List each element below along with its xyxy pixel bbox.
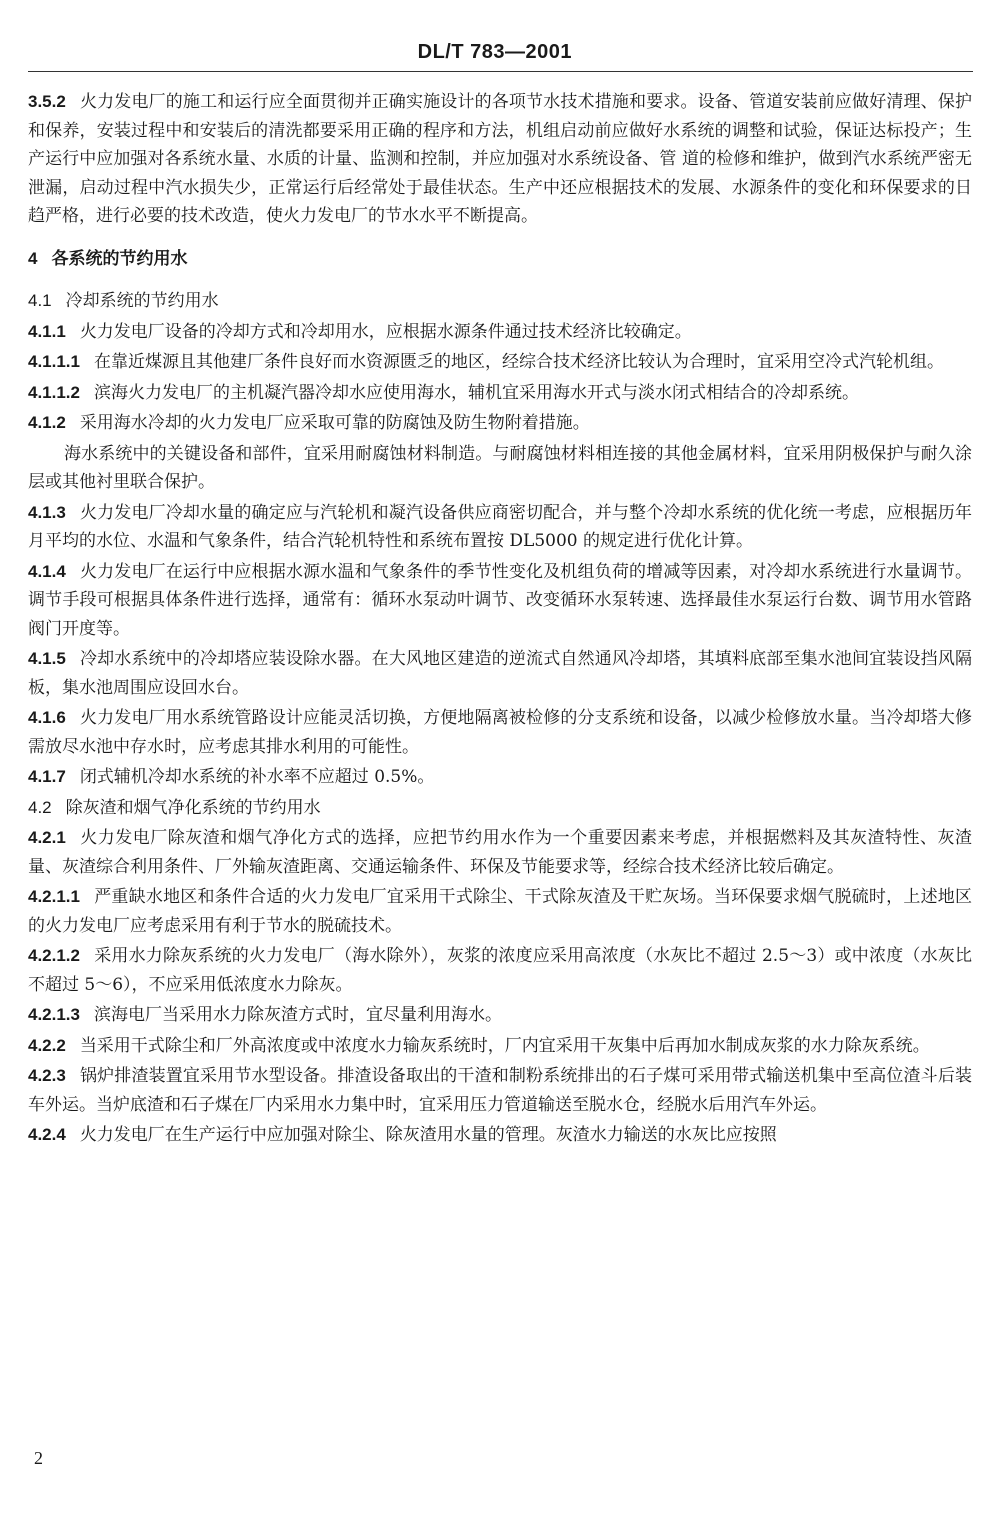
clause-number: 3.5.2 [28,92,66,111]
clause-paragraph [28,704,972,761]
clause-number: 4.1.1.2 [28,382,80,402]
clause-text: 火力发电厂冷却水量的确定应与汽轮机和凝汽设备供应商密切配合，并与整个冷却水系统的优化统一考虑，应根据历年月平均的水位、水温和气象条件，结合汽轮机特性和系统布置按 DL5000 的规定进行优化计算。 [28,502,972,551]
clause-text: 当采用干式除尘和厂外高浓度或中浓度水力输灰系统时，厂内宜采用干灰集中后再加水制成灰浆的水力除灰系统。 [79,1035,930,1056]
clause-number: 4.2.4 [28,1125,66,1144]
clause-number: 4.1.5 [28,649,66,668]
clause-text: 火力发电厂除灰渣和烟气净化方式的选择，应把节约用水作为一个重要因素来考虑，并根据燃料及其灰渣特性、灰渣量、灰渣综合利用条件、厂外输灰渣距离、交通运输条件、环保及节能要求等，经综合技术经济比较后确定。 [28,828,972,877]
clause-paragraph [28,287,972,316]
clause-text: 严重缺水地区和条件合适的火力发电厂宜采用干式除尘、干式除灰渣及干贮灰场。当环保要求烟气脱硫时，上述地区的火力发电厂应考虑采用有利于节水的脱硫技术。 [28,887,972,936]
body-paragraph [28,440,972,497]
page-number: 2 [34,1448,43,1468]
clause-text: 锅炉排渣装置宜采用节水型设备。排渣设备取出的干渣和制粉系统排出的石子煤可采用带式输送机集中至高位渣斗后装车外运。当炉底渣和石子煤在厂内采用水力集中时，宜采用压力管道输送至脱水仓，经脱水后用汽车外运。 [28,1066,972,1115]
clause-text: 滨海火力发电厂的主机凝汽器冷却水应使用海水，辅机宜采用海水开式与淡水闭式相结合的冷却系统。 [94,382,859,403]
clause-paragraph [28,763,972,792]
header-rule [28,71,973,72]
page-header [0,41,1000,77]
clause-text: 滨海电厂当采用水力除灰渣方式时，宜尽量利用海水。 [94,1005,502,1025]
clause-text: 火力发电厂用水系统管路设计应能灵活切换，方便地隔离被检修的分支系统和设备，以减少检修放水量。当冷却塔大修需放尽水池中存水时，应考虑其排水利用的可能性。 [28,708,972,757]
clause-text: 火力发电厂设备的冷却方式和冷却用水，应根据水源条件通过技术经济比较确定。 [79,321,692,342]
clause-text: 火力发电厂的施工和运行应全面贯彻并正确实施设计的各项节水技术措施和要求。设备、管道安装前应做好清理、保护和保养，安装过程中和安装后的清洗都要采用正确的程序和方法，机组启动前应做好水系统的调整和试验，保证达标投产；生产运行中应加强对各系统水量、水质的计量、监测和控制，并应加强对水系统设备、管 道的检修和维护，做到汽水系统严密无泄漏，启动过程中汽水损失少，正常运行后经常处于最佳状态。生产中还应根据技术的发展、水源条件的变化和环保要求的日趋严格，进行必要的技术改造，使火力发电厂的节水水平不断提高。 [28,92,972,226]
clause-number: 4.1.1 [28,321,66,341]
clause-paragraph [28,348,972,377]
clause-text: 冷却系统的节约用水 [65,291,219,311]
clause-text: 海水系统中的关键设备和部件，宜采用耐腐蚀材料制造。与耐腐蚀材料相连接的其他金属材料，宜采用阴极保护与耐久涂层或其他衬里联合保护。 [28,443,972,492]
clause-number: 4.1.7 [28,767,66,786]
clause-text: 火力发电厂在生产运行中应加强对除尘、除灰渣用水量的管理。灰渣水力输送的水灰比应按照 [79,1125,777,1145]
section-heading [28,245,972,274]
clause-number: 4.1.6 [28,708,66,727]
clause-text: 除灰渣和烟气净化系统的节约用水 [65,797,321,818]
clause-paragraph [28,318,972,347]
clause-paragraph [28,942,972,999]
clause-paragraph [28,1001,972,1030]
clause-text: 采用海水冷却的火力发电厂应采取可靠的防腐蚀及防生物附着措施。 [79,413,590,433]
clause-paragraph [28,824,972,881]
clause-number: 4.2.2 [28,1035,66,1055]
clause-number: 4 [28,248,38,268]
clause-number: 4.2.3 [28,1066,66,1085]
clause-paragraph [28,1062,972,1119]
clause-number: 4.1.1.1 [28,352,80,371]
clause-number: 4.2.1.1 [28,887,80,906]
clause-number: 4.1 [28,291,52,310]
clause-paragraph [28,379,972,408]
clause-paragraph [28,499,972,556]
document-code: DL/T 783—2001 [417,41,572,63]
clause-paragraph [28,1032,972,1061]
clause-text: 冷却水系统中的冷却塔应装设除水器。在大风地区建造的逆流式自然通风冷却塔，其填料底部至集水池间宜装设挡风隔板，集水池周围应设回水台。 [28,649,972,698]
clause-text: 火力发电厂在运行中应根据水源水温和气象条件的季节性变化及机组负荷的增减等因素，对冷却水系统进行水量调节。调节手段可根据具体条件进行选择，通常有：循环水泵动叶调节、改变循环水泵转速、选择最佳水泵运行台数、调节用水管路阀门开度等。 [28,561,972,639]
clause-paragraph [28,1121,972,1150]
clause-text: 闭式辅机冷却水系统的补水率不应超过 0.5%。 [79,767,435,787]
clause-paragraph [28,409,972,438]
clause-paragraph [28,883,972,940]
clause-number: 4.1.4 [28,561,66,581]
clause-paragraph [28,88,972,231]
clause-paragraph [28,558,972,644]
clause-number: 4.1.2 [28,413,66,432]
clause-text: 各系统的节约用水 [51,248,188,269]
clause-number: 4.2 [28,797,52,817]
document-body [28,88,972,1152]
clause-text: 在靠近煤源且其他建厂条件良好而水资源匮乏的地区，经综合技术经济比较认为合理时，宜采用空冷式汽轮机组。 [94,352,944,372]
clause-number: 4.1.3 [28,502,66,522]
clause-number: 4.2.1.2 [28,946,80,965]
clause-number: 4.2.1.3 [28,1005,80,1024]
clause-number: 4.2.1 [28,828,66,847]
clause-paragraph [28,645,972,702]
clause-paragraph [28,794,972,823]
clause-text: 采用水力除灰系统的火力发电厂（海水除外），灰浆的浓度应采用高浓度（水灰比不超过 2.5～3）或中浓度（水灰比不超过 5～6），不应采用低浓度水力除灰。 [28,946,972,995]
